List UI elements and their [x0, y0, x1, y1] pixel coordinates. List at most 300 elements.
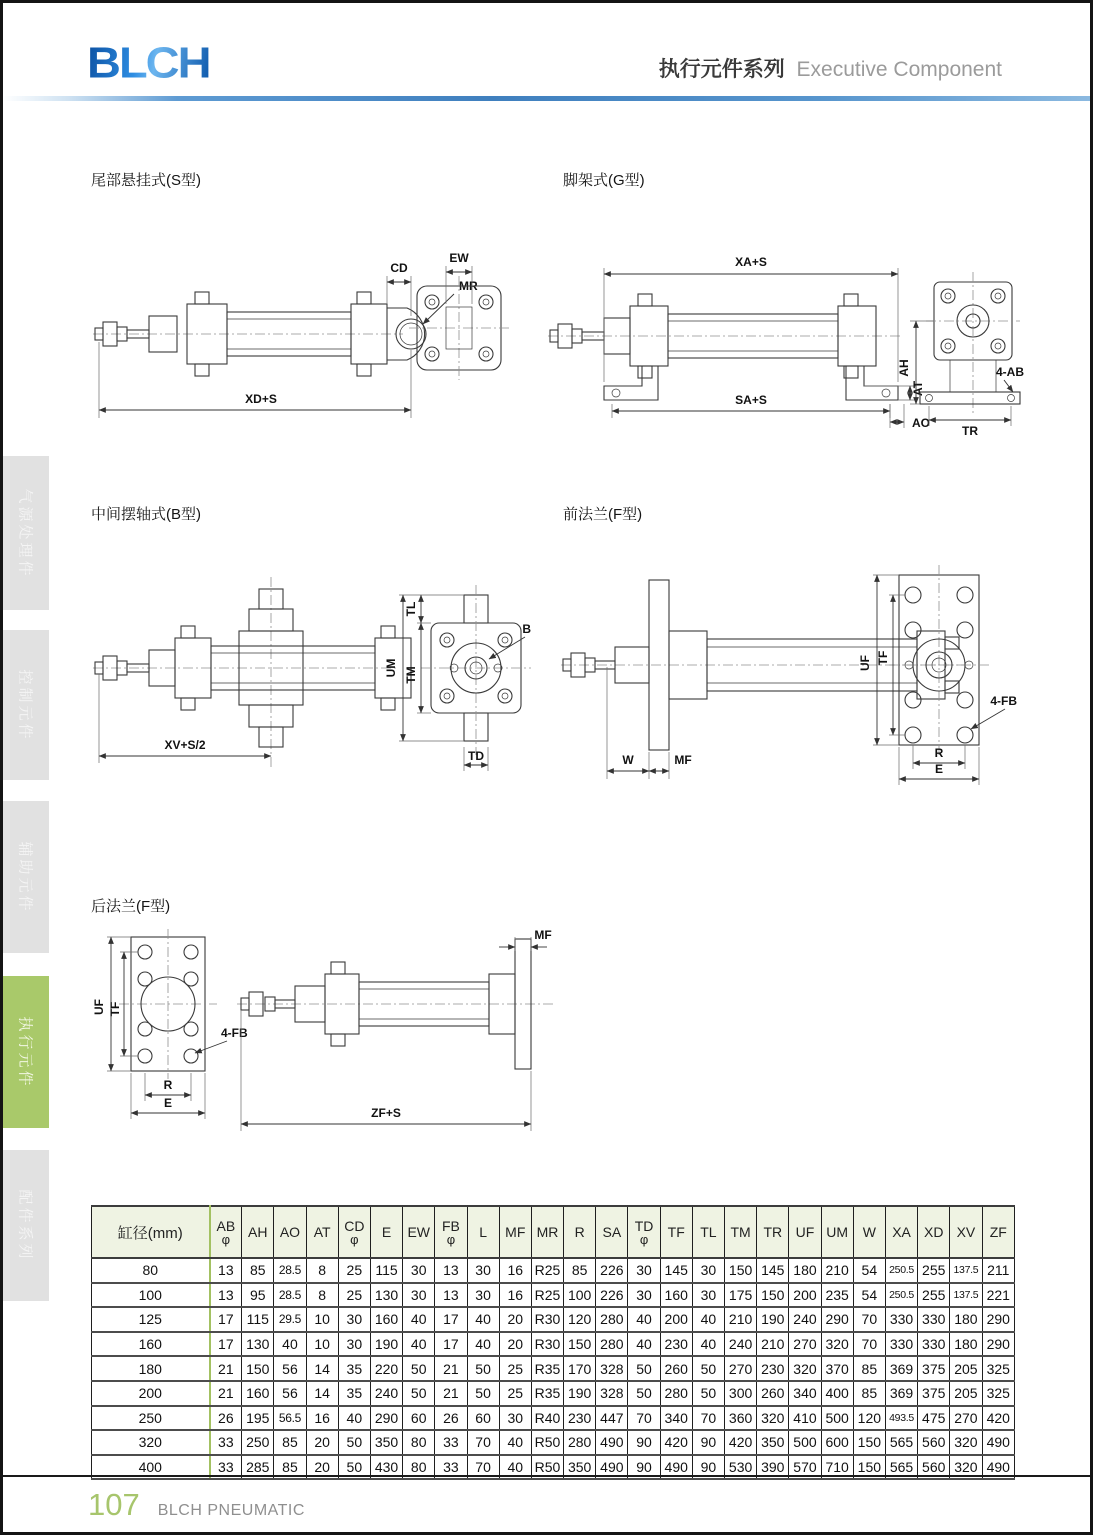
table-row [92, 1332, 1015, 1357]
value-cell: 600 [821, 1430, 853, 1455]
blch-logo: BLCH [87, 37, 210, 87]
column-header: XD [918, 1206, 950, 1258]
value-cell: 710 [821, 1455, 853, 1480]
value-cell: 493.5 [885, 1406, 917, 1431]
value-cell: 330 [885, 1332, 917, 1357]
cylinder-side-view [237, 929, 553, 1131]
dim-label-tm: TM [404, 666, 418, 684]
value-cell: 10 [306, 1332, 338, 1357]
value-cell: 290 [821, 1307, 853, 1332]
value-cell: 40 [274, 1332, 306, 1357]
dim-label-cd: CD [390, 261, 408, 275]
value-cell: 100 [564, 1283, 596, 1308]
value-cell: 40 [403, 1307, 435, 1332]
value-cell: 260 [757, 1381, 789, 1406]
dim-label-sa-s: SA+S [735, 393, 767, 407]
value-cell: 400 [821, 1381, 853, 1406]
value-cell: 10 [306, 1307, 338, 1332]
dim-label-zf-s: ZF+S [371, 1106, 401, 1120]
section-title-g-type: 脚架式(G型) [563, 172, 645, 189]
value-cell: 28.5 [274, 1258, 306, 1283]
value-cell: 270 [789, 1332, 821, 1357]
column-header: XV [950, 1206, 982, 1258]
bore-cell: 400 [92, 1455, 210, 1480]
value-cell: 50 [692, 1356, 724, 1381]
value-cell: 13 [210, 1283, 242, 1308]
b-type-drawing [91, 563, 536, 783]
dim-label-xa-s: XA+S [735, 255, 767, 269]
sidebar-tab-control [3, 630, 49, 780]
value-cell: 330 [918, 1332, 950, 1357]
value-cell: 190 [564, 1381, 596, 1406]
value-cell: 35 [338, 1381, 370, 1406]
column-header: CD φ [338, 1206, 370, 1258]
value-cell: 240 [725, 1332, 757, 1357]
dim-label-mf: MF [534, 929, 552, 942]
column-header: AO [274, 1206, 306, 1258]
value-cell: 50 [338, 1455, 370, 1480]
value-cell: 40 [628, 1307, 660, 1332]
value-cell: 80 [403, 1455, 435, 1480]
dim-label-uf: UF [92, 999, 106, 1015]
column-header: UF [789, 1206, 821, 1258]
column-header: TF [660, 1206, 692, 1258]
value-cell: 280 [596, 1332, 628, 1357]
value-cell: 150 [242, 1356, 274, 1381]
page-number: 107 [88, 1487, 140, 1522]
value-cell: 17 [435, 1332, 467, 1357]
value-cell: 490 [982, 1430, 1015, 1455]
sidebar-tab-label: 气源处理件 [16, 487, 34, 579]
value-cell: 130 [370, 1283, 402, 1308]
value-cell: 320 [821, 1332, 853, 1357]
column-header: MF [499, 1206, 531, 1258]
value-cell: 145 [660, 1258, 692, 1283]
value-cell: 235 [821, 1283, 853, 1308]
value-cell: 56 [274, 1381, 306, 1406]
value-cell: 320 [789, 1356, 821, 1381]
value-cell: 350 [564, 1455, 596, 1480]
value-cell: 145 [757, 1258, 789, 1283]
value-cell: 200 [660, 1307, 692, 1332]
brand-text: BLCH PNEUMATIC [157, 1502, 305, 1519]
value-cell: 56 [274, 1356, 306, 1381]
value-cell: 137.5 [950, 1283, 982, 1308]
value-cell: 17 [435, 1307, 467, 1332]
value-cell: 328 [596, 1381, 628, 1406]
value-cell: 230 [660, 1332, 692, 1357]
value-cell: 90 [628, 1455, 660, 1480]
value-cell: 20 [306, 1455, 338, 1480]
sidebar-tab-label: 执行元件 [16, 1015, 34, 1089]
value-cell: 54 [853, 1283, 885, 1308]
flange-front-view [858, 565, 1017, 785]
bore-cell: 125 [92, 1307, 210, 1332]
value-cell: 200 [789, 1283, 821, 1308]
dim-label-xd-s: XD+S [245, 392, 277, 406]
value-cell: R50 [531, 1430, 563, 1455]
column-header: XA [885, 1206, 917, 1258]
value-cell: 230 [564, 1406, 596, 1431]
value-cell: 30 [628, 1258, 660, 1283]
value-cell: 285 [242, 1455, 274, 1480]
column-header: TL [692, 1206, 724, 1258]
dim-label-4-fb: 4-FB [990, 694, 1017, 708]
value-cell: R40 [531, 1406, 563, 1431]
value-cell: 40 [338, 1406, 370, 1431]
value-cell: 90 [692, 1455, 724, 1480]
value-cell: 420 [725, 1430, 757, 1455]
value-cell: 350 [757, 1430, 789, 1455]
value-cell: 30 [628, 1283, 660, 1308]
value-cell: 170 [564, 1356, 596, 1381]
value-cell: 50 [467, 1356, 499, 1381]
value-cell: 25 [499, 1356, 531, 1381]
value-cell: 180 [789, 1258, 821, 1283]
value-cell: 260 [660, 1356, 692, 1381]
dim-label-mr: MR [459, 279, 478, 293]
value-cell: 320 [950, 1430, 982, 1455]
spec-table-head [92, 1206, 1015, 1258]
value-cell: 226 [596, 1283, 628, 1308]
dim-label-xv-s2: XV+S/2 [164, 738, 206, 752]
column-header: AB φ [210, 1206, 242, 1258]
table-row [92, 1356, 1015, 1381]
section-title-rear-f-type: 后法兰(F型) [91, 898, 171, 915]
value-cell: 90 [692, 1430, 724, 1455]
value-cell: 95 [242, 1283, 274, 1308]
sidebar-tab-air-treatment [3, 456, 49, 610]
value-cell: 160 [370, 1307, 402, 1332]
value-cell: 21 [435, 1356, 467, 1381]
column-header: EW [403, 1206, 435, 1258]
value-cell: 80 [403, 1430, 435, 1455]
header-rule [3, 96, 1090, 101]
value-cell: 50 [467, 1381, 499, 1406]
value-cell: 390 [757, 1455, 789, 1480]
sidebar-tab-label: 辅助元件 [16, 840, 34, 914]
dim-label-tl: TL [404, 601, 418, 617]
value-cell: 21 [435, 1381, 467, 1406]
value-cell: 325 [982, 1381, 1015, 1406]
value-cell: 370 [821, 1356, 853, 1381]
value-cell: 28.5 [274, 1283, 306, 1308]
section-title-s-type: 尾部悬挂式(S型) [91, 172, 201, 189]
trunnion-front-view [384, 585, 531, 771]
sidebar-tab-label: 配件系列 [16, 1189, 34, 1262]
value-cell: 14 [306, 1381, 338, 1406]
value-cell: 50 [338, 1430, 370, 1455]
value-cell: 120 [564, 1307, 596, 1332]
column-header: TR [757, 1206, 789, 1258]
value-cell: R25 [531, 1283, 563, 1308]
value-cell: 85 [564, 1258, 596, 1283]
spec-table-container [91, 1205, 1015, 1480]
value-cell: 60 [467, 1406, 499, 1431]
value-cell: 150 [564, 1332, 596, 1357]
bore-cell: 320 [92, 1430, 210, 1455]
flange-front-view [897, 272, 1024, 438]
dim-label-4-fb: 4-FB [221, 1026, 248, 1040]
f-type-drawing [559, 555, 1019, 795]
value-cell: 40 [692, 1332, 724, 1357]
value-cell: 30 [403, 1283, 435, 1308]
value-cell: 190 [757, 1307, 789, 1332]
column-header: ZF [982, 1206, 1015, 1258]
series-title-en: Executive Component [796, 58, 1002, 81]
value-cell: 150 [757, 1283, 789, 1308]
column-header: SA [596, 1206, 628, 1258]
value-cell: 430 [370, 1455, 402, 1480]
value-cell: 13 [210, 1258, 242, 1283]
value-cell: 210 [821, 1258, 853, 1283]
value-cell: 290 [982, 1307, 1015, 1332]
value-cell: 50 [692, 1381, 724, 1406]
dim-label-tr: TR [962, 424, 978, 438]
bore-cell: 180 [92, 1356, 210, 1381]
sidebar-tab-accessories [3, 1150, 49, 1301]
column-header: 缸径(mm) [92, 1206, 210, 1258]
dim-label-ew: EW [449, 251, 469, 265]
table-row [92, 1258, 1015, 1283]
spec-table-body [92, 1258, 1015, 1479]
table-row [92, 1406, 1015, 1431]
value-cell: 500 [789, 1430, 821, 1455]
value-cell: 150 [853, 1430, 885, 1455]
dim-label-b: B [522, 622, 531, 636]
value-cell: 195 [242, 1406, 274, 1431]
value-cell: 30 [692, 1283, 724, 1308]
value-cell: 300 [725, 1381, 757, 1406]
value-cell: 490 [660, 1455, 692, 1480]
value-cell: 13 [435, 1283, 467, 1308]
value-cell: 375 [918, 1381, 950, 1406]
dim-label-ao: AO [912, 416, 930, 430]
value-cell: 211 [982, 1258, 1015, 1283]
rear-flange-drawing [91, 929, 568, 1141]
value-cell: 328 [596, 1356, 628, 1381]
value-cell: 330 [885, 1307, 917, 1332]
bore-cell: 100 [92, 1283, 210, 1308]
value-cell: R50 [531, 1455, 563, 1480]
value-cell: R35 [531, 1356, 563, 1381]
value-cell: 320 [757, 1406, 789, 1431]
value-cell: 26 [435, 1406, 467, 1431]
value-cell: 137.5 [950, 1258, 982, 1283]
value-cell: 475 [918, 1406, 950, 1431]
value-cell: 30 [338, 1307, 370, 1332]
value-cell: 221 [982, 1283, 1015, 1308]
value-cell: 70 [467, 1455, 499, 1480]
value-cell: 8 [306, 1283, 338, 1308]
sidebar-tab-auxiliary [3, 801, 49, 953]
value-cell: 70 [628, 1406, 660, 1431]
value-cell: 70 [853, 1332, 885, 1357]
value-cell: 160 [242, 1381, 274, 1406]
value-cell: 30 [692, 1258, 724, 1283]
value-cell: 50 [403, 1356, 435, 1381]
sidebar-tab-executive-active [3, 976, 49, 1128]
value-cell: 180 [950, 1332, 982, 1357]
value-cell: 30 [338, 1332, 370, 1357]
value-cell: 350 [370, 1430, 402, 1455]
cylinder-side-view [93, 577, 411, 768]
column-header: FB φ [435, 1206, 467, 1258]
value-cell: 500 [821, 1406, 853, 1431]
value-cell: 25 [338, 1258, 370, 1283]
value-cell: 340 [789, 1381, 821, 1406]
value-cell: 16 [306, 1406, 338, 1431]
value-cell: 30 [403, 1258, 435, 1283]
value-cell: 190 [370, 1332, 402, 1357]
value-cell: 290 [982, 1332, 1015, 1357]
column-header: E [370, 1206, 402, 1258]
value-cell: 16 [499, 1258, 531, 1283]
value-cell: 250.5 [885, 1258, 917, 1283]
column-header: TD φ [628, 1206, 660, 1258]
value-cell: 17 [210, 1307, 242, 1332]
value-cell: 369 [885, 1356, 917, 1381]
value-cell: 26 [210, 1406, 242, 1431]
sidebar-tab-label: 控制元件 [16, 668, 34, 742]
section-title-f-type: 前法兰(F型) [563, 506, 643, 523]
dim-label-mf: MF [674, 753, 692, 767]
value-cell: R35 [531, 1381, 563, 1406]
value-cell: 33 [210, 1430, 242, 1455]
value-cell: 115 [370, 1258, 402, 1283]
page-title [659, 53, 1002, 83]
value-cell: 30 [467, 1258, 499, 1283]
value-cell: 50 [403, 1381, 435, 1406]
value-cell: 25 [338, 1283, 370, 1308]
value-cell: 150 [853, 1455, 885, 1480]
dim-label-tf: TF [108, 1001, 122, 1017]
value-cell: 29.5 [274, 1307, 306, 1332]
value-cell: 130 [242, 1332, 274, 1357]
dim-label-tf: TF [876, 650, 890, 666]
value-cell: 85 [274, 1455, 306, 1480]
value-cell: R25 [531, 1258, 563, 1283]
value-cell: 25 [499, 1381, 531, 1406]
spec-table [91, 1205, 1015, 1480]
value-cell: 17 [210, 1332, 242, 1357]
flange-front-view [409, 251, 509, 380]
value-cell: 220 [370, 1356, 402, 1381]
value-cell: 175 [725, 1283, 757, 1308]
value-cell: 570 [789, 1455, 821, 1480]
value-cell: 325 [982, 1356, 1015, 1381]
dim-label-r: R [163, 1078, 173, 1092]
value-cell: 420 [982, 1406, 1015, 1431]
value-cell: 85 [242, 1258, 274, 1283]
value-cell: 33 [435, 1455, 467, 1480]
value-cell: R30 [531, 1332, 563, 1357]
value-cell: 85 [853, 1356, 885, 1381]
value-cell: 40 [467, 1307, 499, 1332]
value-cell: 40 [467, 1332, 499, 1357]
value-cell: 560 [918, 1455, 950, 1480]
table-row [92, 1381, 1015, 1406]
value-cell: 40 [403, 1332, 435, 1357]
cylinder-side-view [93, 261, 478, 418]
value-cell: 120 [853, 1406, 885, 1431]
value-cell: 447 [596, 1406, 628, 1431]
bore-cell: 80 [92, 1258, 210, 1283]
cylinder-side-view [561, 580, 964, 779]
value-cell: 330 [918, 1307, 950, 1332]
value-cell: 33 [210, 1455, 242, 1480]
value-cell: 60 [403, 1406, 435, 1431]
value-cell: 560 [918, 1430, 950, 1455]
value-cell: 70 [853, 1307, 885, 1332]
dim-label-e: E [934, 762, 944, 776]
value-cell: 20 [306, 1430, 338, 1455]
value-cell: 8 [306, 1258, 338, 1283]
value-cell: 85 [274, 1430, 306, 1455]
value-cell: 340 [660, 1406, 692, 1431]
dim-label-uf: UF [858, 655, 872, 671]
value-cell: 16 [499, 1283, 531, 1308]
value-cell: 250.5 [885, 1283, 917, 1308]
value-cell: 205 [950, 1356, 982, 1381]
column-header: AH [242, 1206, 274, 1258]
value-cell: 320 [950, 1455, 982, 1480]
value-cell: 150 [725, 1258, 757, 1283]
value-cell: 290 [370, 1406, 402, 1431]
value-cell: 54 [853, 1258, 885, 1283]
value-cell: 420 [660, 1430, 692, 1455]
value-cell: 530 [725, 1455, 757, 1480]
page-footer [3, 1475, 1090, 1523]
column-header: AT [306, 1206, 338, 1258]
column-header: MR [531, 1206, 563, 1258]
value-cell: 21 [210, 1381, 242, 1406]
dim-label-r: R [934, 746, 944, 760]
flange-front-view [92, 929, 248, 1119]
bore-cell: 250 [92, 1406, 210, 1431]
value-cell: 226 [596, 1258, 628, 1283]
value-cell: 30 [499, 1406, 531, 1431]
value-cell: 35 [338, 1356, 370, 1381]
value-cell: 180 [950, 1307, 982, 1332]
bore-cell: 200 [92, 1381, 210, 1406]
value-cell: 250 [242, 1430, 274, 1455]
value-cell: 490 [596, 1455, 628, 1480]
bore-cell: 160 [92, 1332, 210, 1357]
value-cell: 115 [242, 1307, 274, 1332]
dim-label-ah: AH [897, 359, 911, 377]
value-cell: 90 [628, 1430, 660, 1455]
value-cell: 40 [692, 1307, 724, 1332]
value-cell: 40 [499, 1455, 531, 1480]
s-type-drawing [91, 246, 511, 436]
value-cell: 565 [885, 1455, 917, 1480]
dim-label-td: TD [468, 749, 484, 763]
value-cell: 50 [628, 1356, 660, 1381]
value-cell: 205 [950, 1381, 982, 1406]
value-cell: 13 [435, 1258, 467, 1283]
value-cell: 50 [628, 1381, 660, 1406]
value-cell: 490 [982, 1455, 1015, 1480]
value-cell: 40 [628, 1332, 660, 1357]
value-cell: 280 [564, 1430, 596, 1455]
value-cell: 375 [918, 1356, 950, 1381]
value-cell: 240 [370, 1381, 402, 1406]
value-cell: 369 [885, 1381, 917, 1406]
g-type-drawing [546, 246, 1026, 438]
column-header: L [467, 1206, 499, 1258]
value-cell: 30 [467, 1283, 499, 1308]
